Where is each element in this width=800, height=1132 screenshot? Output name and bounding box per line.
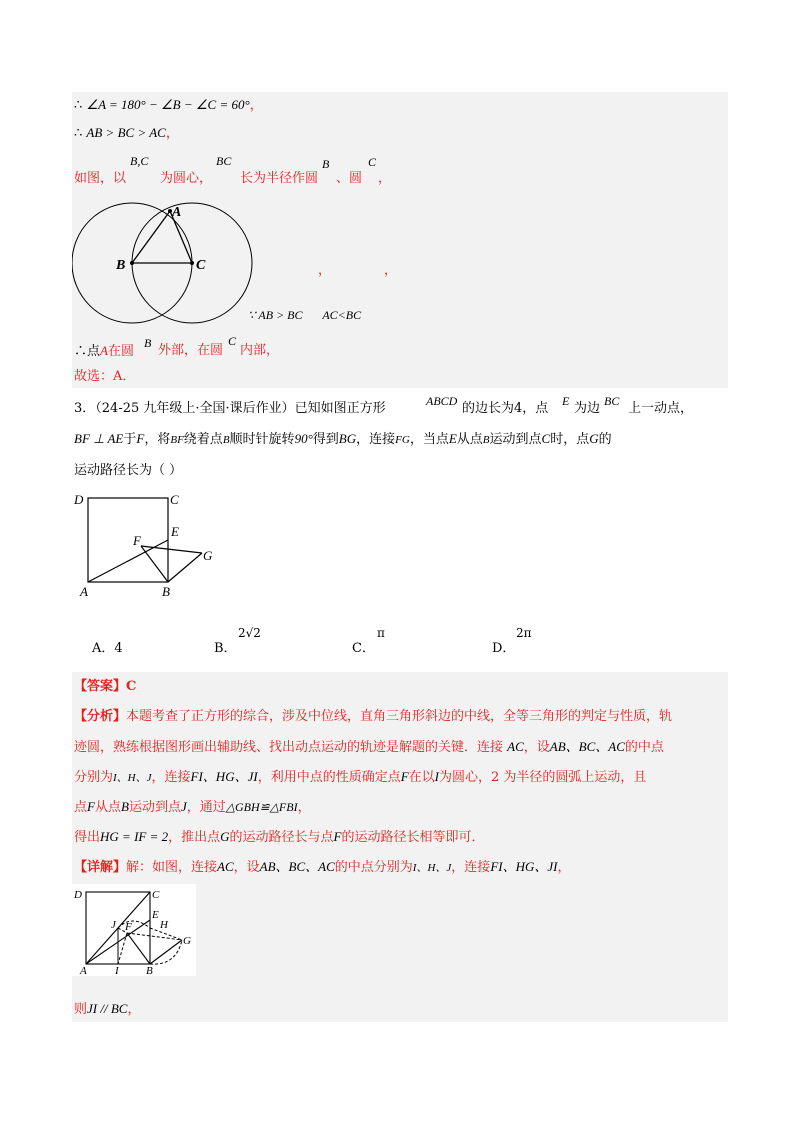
square-figure [72, 488, 222, 600]
label-a: A [80, 584, 88, 599]
text-circle-center: 为圆心， [160, 171, 213, 186]
text-comma-2: ， [384, 263, 398, 278]
point-b [130, 261, 134, 265]
segment-bg [168, 553, 202, 582]
label-c: C [196, 258, 206, 273]
label-e: E [152, 909, 159, 921]
label-j: J [111, 919, 116, 931]
text-line-angle-a: ∴ ∠A = 180° − ∠B − ∠C = 60°， [74, 97, 263, 113]
math-abcd: ABCD [426, 394, 458, 408]
text-line-side-order: ∴ AB > BC > AC， [74, 125, 179, 141]
option-a[interactable]: A．4 [92, 641, 123, 656]
text-because: ∵ AB > BC AC<BC [248, 308, 362, 322]
q3-moving-point: 上一动点， [628, 401, 694, 416]
q3-line-2: BF ⊥ AE于F，将BF绕着点B顺时针旋转90°得到BG，连接FG，当点E从点B运动到点C时，点G的 [74, 431, 612, 447]
text-choice-a: 故选：A． [74, 369, 136, 384]
math-circle-b-2: B [144, 336, 152, 350]
label-c: C [170, 492, 179, 507]
text-comma-1: ， [318, 263, 332, 278]
math-circle-c: C [368, 155, 377, 169]
final-line: 则JI // BC， [74, 1001, 141, 1017]
label-i: I [115, 965, 119, 976]
text-circle-and: 、圆 [336, 171, 363, 186]
option-b[interactable]: B． [214, 641, 237, 656]
option-b-value: 2√2 [238, 626, 261, 640]
analysis-line-3: 分别为I、H、J，连接FI、HG、JI，利用中点的性质确定点F在以I为圆心，2 为半径的圆弧上运动，且 [74, 769, 647, 785]
label-a: A [172, 205, 182, 220]
square-abcd [88, 498, 168, 582]
segment-ae [88, 540, 168, 582]
label-a: A [80, 965, 87, 976]
label-b: B [146, 965, 153, 976]
label-b: B [162, 584, 170, 599]
detail-figure-bg [72, 884, 196, 976]
text-line-conclusion: ∴点A在圆 [74, 343, 134, 359]
math-circle-c-2: C [228, 334, 237, 348]
detail-line: 【详解】解：如图，连接AC，设AB、BC、AC的中点分别为I、H、J，连接FI、HG、JI， [74, 859, 571, 875]
option-c-value: π [377, 626, 385, 640]
text-inside: 内部， [240, 343, 280, 358]
label-g: G [183, 935, 191, 947]
math-bc: BC [604, 394, 620, 408]
option-d[interactable]: D． [492, 641, 516, 656]
text-comma: ， [378, 171, 392, 186]
label-d: D [74, 889, 82, 901]
text-radius: 长为半径作圆 [240, 171, 319, 186]
label-c: C [152, 889, 160, 901]
math-bc-radius: BC [216, 154, 232, 168]
q3-side-length: 的边长为4，点 [462, 401, 549, 416]
label-h: H [160, 919, 168, 931]
q3-line-3: 运动路径长为（ ） [74, 463, 183, 478]
two-circles-figure [72, 196, 262, 332]
analysis-line-4: 点F从点B运动到点J，通过△GBH≌△FBI， [74, 799, 311, 815]
detail-figure [72, 884, 196, 976]
point-c [190, 261, 194, 265]
analysis-line-5: 得出HG = IF = 2，推出点G的运动路径长与点F的运动路径长相等即可． [74, 829, 485, 845]
q3-line-1: 3．（24-25 九年级上·全国·课后作业）已知如图正方形 [74, 401, 386, 416]
segment-bf [141, 546, 168, 582]
label-f: F [125, 921, 132, 933]
math-e: E [562, 394, 570, 408]
q3-edge: 为边 [574, 401, 601, 416]
label-d: D [74, 492, 84, 507]
math-bc-points: B,C [130, 154, 149, 168]
math-circle-b: B [322, 157, 330, 171]
analysis-line-2: 迹圆，熟练根据图形画出辅助线、找出动点运动的轨迹是解题的关键．连接 AC，设AB、BC、AC的中点 [74, 739, 664, 755]
label-b: B [116, 258, 126, 273]
label-g: G [203, 548, 213, 563]
label-f: F [133, 533, 141, 548]
answer-line: 【答案】C [74, 679, 137, 694]
text-line-circles: 如图，以 [74, 171, 127, 186]
option-c[interactable]: C． [352, 641, 375, 656]
label-e: E [171, 524, 179, 539]
analysis-line-1: 【分析】本题考查了正方形的综合，涉及中位线，直角三角形斜边的中线，全等三角形的判定与性质，轨 [74, 709, 673, 724]
option-d-value: 2π [516, 626, 532, 640]
text-outside-inside: 外部，在圆 [158, 343, 224, 358]
